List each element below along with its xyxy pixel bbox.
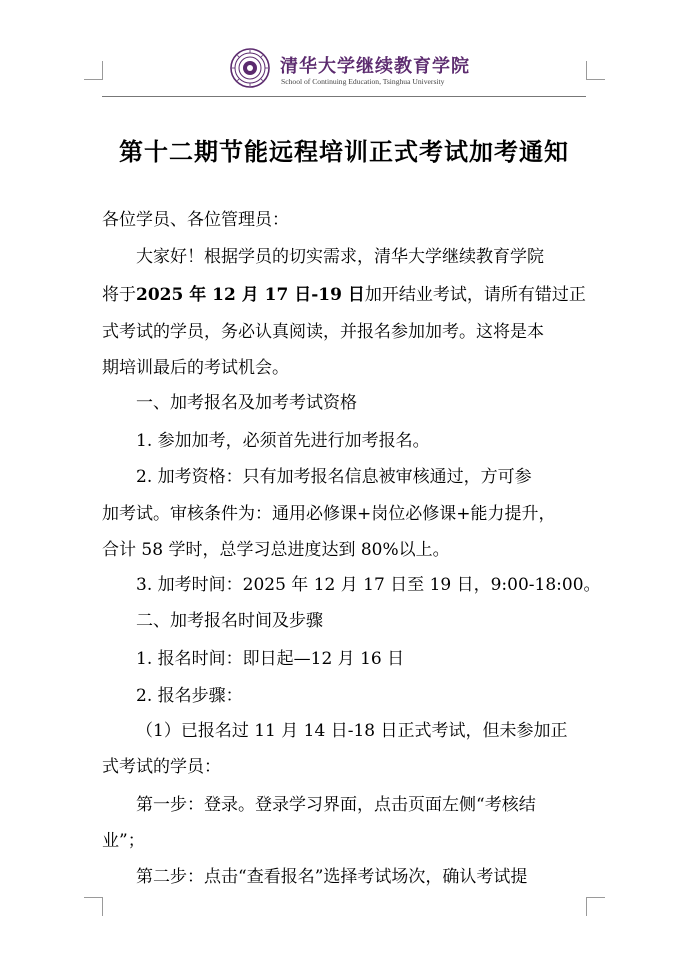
page-header xyxy=(230,48,470,92)
section-2-item-1: 1. 报名时间：即日起—12 月 16 日 xyxy=(136,649,405,669)
section-1-item-2-line-3: 合计 58 学时，总学习总进度达到 80%以上。 xyxy=(102,540,450,560)
crop-mark-bottom-right xyxy=(586,897,605,916)
section-1-item-2-line-1: 2. 加考资格：只有加考报名信息被审核通过，方可参 xyxy=(136,467,532,487)
section-1-heading: 一、加考报名及加考考试资格 xyxy=(136,393,357,413)
section-1-item-3: 3. 加考时间：2025 年 12 月 17 日至 19 日，9:00-18:00。 xyxy=(136,575,601,595)
intro-line-1: 大家好！根据学员的切实需求，清华大学继续教育学院 xyxy=(136,247,544,267)
intro-line-2 xyxy=(102,280,586,305)
intro-line-3: 式考试的学员，务必认真阅读，并报名参加加考。这将是本 xyxy=(102,322,544,342)
section-2-sub-1-line-1: （1）已报名过 11 月 14 日-18 日正式考试，但未参加正 xyxy=(136,721,568,741)
intro-line-2-post: 加开结业考试，请所有错过正 xyxy=(364,285,586,305)
exam-dates-bold: 2025 年 12 月 17 日-19 日 xyxy=(136,285,365,305)
crop-mark-bottom-left xyxy=(84,897,103,916)
logo-chinese-name: 清华大学继续教育学院 xyxy=(280,56,470,77)
section-1-item-2-line-2: 加考试。审核条件为：通用必修课+岗位必修课+能力提升， xyxy=(102,504,556,524)
university-seal-icon xyxy=(230,48,270,88)
section-1-item-1: 1. 参加加考，必须首先进行加考报名。 xyxy=(136,431,430,451)
section-2-sub-1-line-2: 式考试的学员： xyxy=(102,757,221,777)
crop-mark-top-left xyxy=(84,61,103,80)
section-2-item-2: 2. 报名步骤： xyxy=(136,686,243,706)
document-title: 第十二期节能远程培训正式考试加考通知 xyxy=(119,138,569,166)
logo-english-name: School of Continuing Education, Tsinghua University xyxy=(281,77,445,86)
intro-line-2-pre: 将于 xyxy=(102,285,136,305)
step-1-line-1: 第一步：登录。登录学习界面，点击页面左侧“考核结 xyxy=(136,795,536,815)
header-divider xyxy=(102,96,586,97)
salutation: 各位学员、各位管理员： xyxy=(102,210,289,230)
section-2-heading: 二、加考报名时间及步骤 xyxy=(136,611,323,631)
step-2-line-1: 第二步：点击“查看报名”选择考试场次，确认考试提 xyxy=(136,867,528,887)
intro-line-4: 期培训最后的考试机会。 xyxy=(102,358,289,378)
step-1-line-2: 业”； xyxy=(102,831,145,851)
crop-mark-top-right xyxy=(586,61,605,80)
